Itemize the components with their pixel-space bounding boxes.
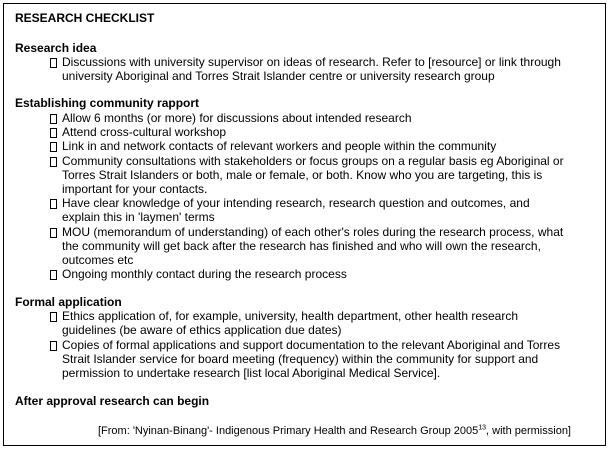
list-item-line: guidelines (be aware of ethics application due dates) bbox=[62, 323, 342, 337]
checkbox-icon bbox=[50, 312, 57, 322]
citation-footnote-number: 13 bbox=[478, 424, 487, 432]
checkbox-icon bbox=[50, 199, 57, 209]
list-item-line: MOU (memorandum of understanding) of each other's roles during the research process, what bbox=[62, 225, 564, 239]
section-heading-community-rapport: Establishing community rapport bbox=[15, 96, 200, 110]
list-item-line: the community will get back after the research has finished and who will own the research, bbox=[62, 239, 541, 253]
list-item-line: outcomes etc bbox=[62, 253, 134, 267]
list-item-line: explain this in 'laymen' terms bbox=[62, 210, 215, 224]
checkbox-icon bbox=[50, 142, 57, 152]
checkbox-icon bbox=[50, 270, 57, 280]
list-item-line: Have clear knowledge of your intending research, research question and outcomes, and bbox=[62, 196, 530, 210]
list-item-line: permission to undertake research [list local Aboriginal Medical Service]. bbox=[62, 366, 441, 380]
list-item-line: university Aboriginal and Torres Strait Islander centre or university research group bbox=[62, 69, 495, 83]
checkbox-icon bbox=[50, 157, 57, 167]
list-item-line: Community consultations with stakeholders or focus groups on a regular basis eg Aboriginal or bbox=[62, 154, 564, 168]
citation-text: [From: 'Nyinan-Binang'- Indigenous Primary Health and Research Group 2005 bbox=[97, 425, 479, 437]
checkbox-icon bbox=[50, 114, 57, 124]
list-item-line: important for your contacts. bbox=[62, 182, 208, 196]
citation-suffix: , with permission] bbox=[486, 425, 571, 437]
citation bbox=[98, 425, 571, 438]
list-item-line: Copies of formal applications and support documentation to the relevant Aboriginal and Torres bbox=[62, 338, 561, 352]
section-heading-after-approval: After approval research can begin bbox=[15, 394, 210, 408]
checkbox-icon bbox=[50, 341, 57, 351]
page-title: RESEARCH CHECKLIST bbox=[15, 11, 155, 25]
section-heading-research-idea: Research idea bbox=[15, 41, 97, 55]
list-item-line: Discussions with university supervisor on ideas of research. Refer to [resource] or link through bbox=[62, 55, 561, 69]
section-heading-formal-application: Formal application bbox=[15, 295, 122, 309]
list-item-line: Ethics application of, for example, university, health department, other health research bbox=[62, 309, 519, 323]
list-item-line: Strait Islander service for board meeting (frequency) within the community for support and bbox=[62, 352, 539, 366]
checkbox-icon bbox=[50, 58, 57, 68]
list-item-line: Ongoing monthly contact during the research process bbox=[62, 267, 347, 281]
list-item-line: Allow 6 months (or more) for discussions about intended research bbox=[62, 111, 412, 125]
list-item-line: Link in and network contacts of relevant workers and people within the community bbox=[62, 139, 497, 153]
list-item-line: Torres Strait Islanders or both, male or female, or both. Know who you are targeting, this is bbox=[62, 168, 543, 182]
checkbox-icon bbox=[50, 128, 57, 138]
list-item-line: Attend cross-cultural workshop bbox=[62, 125, 227, 139]
checkbox-icon bbox=[50, 228, 57, 238]
